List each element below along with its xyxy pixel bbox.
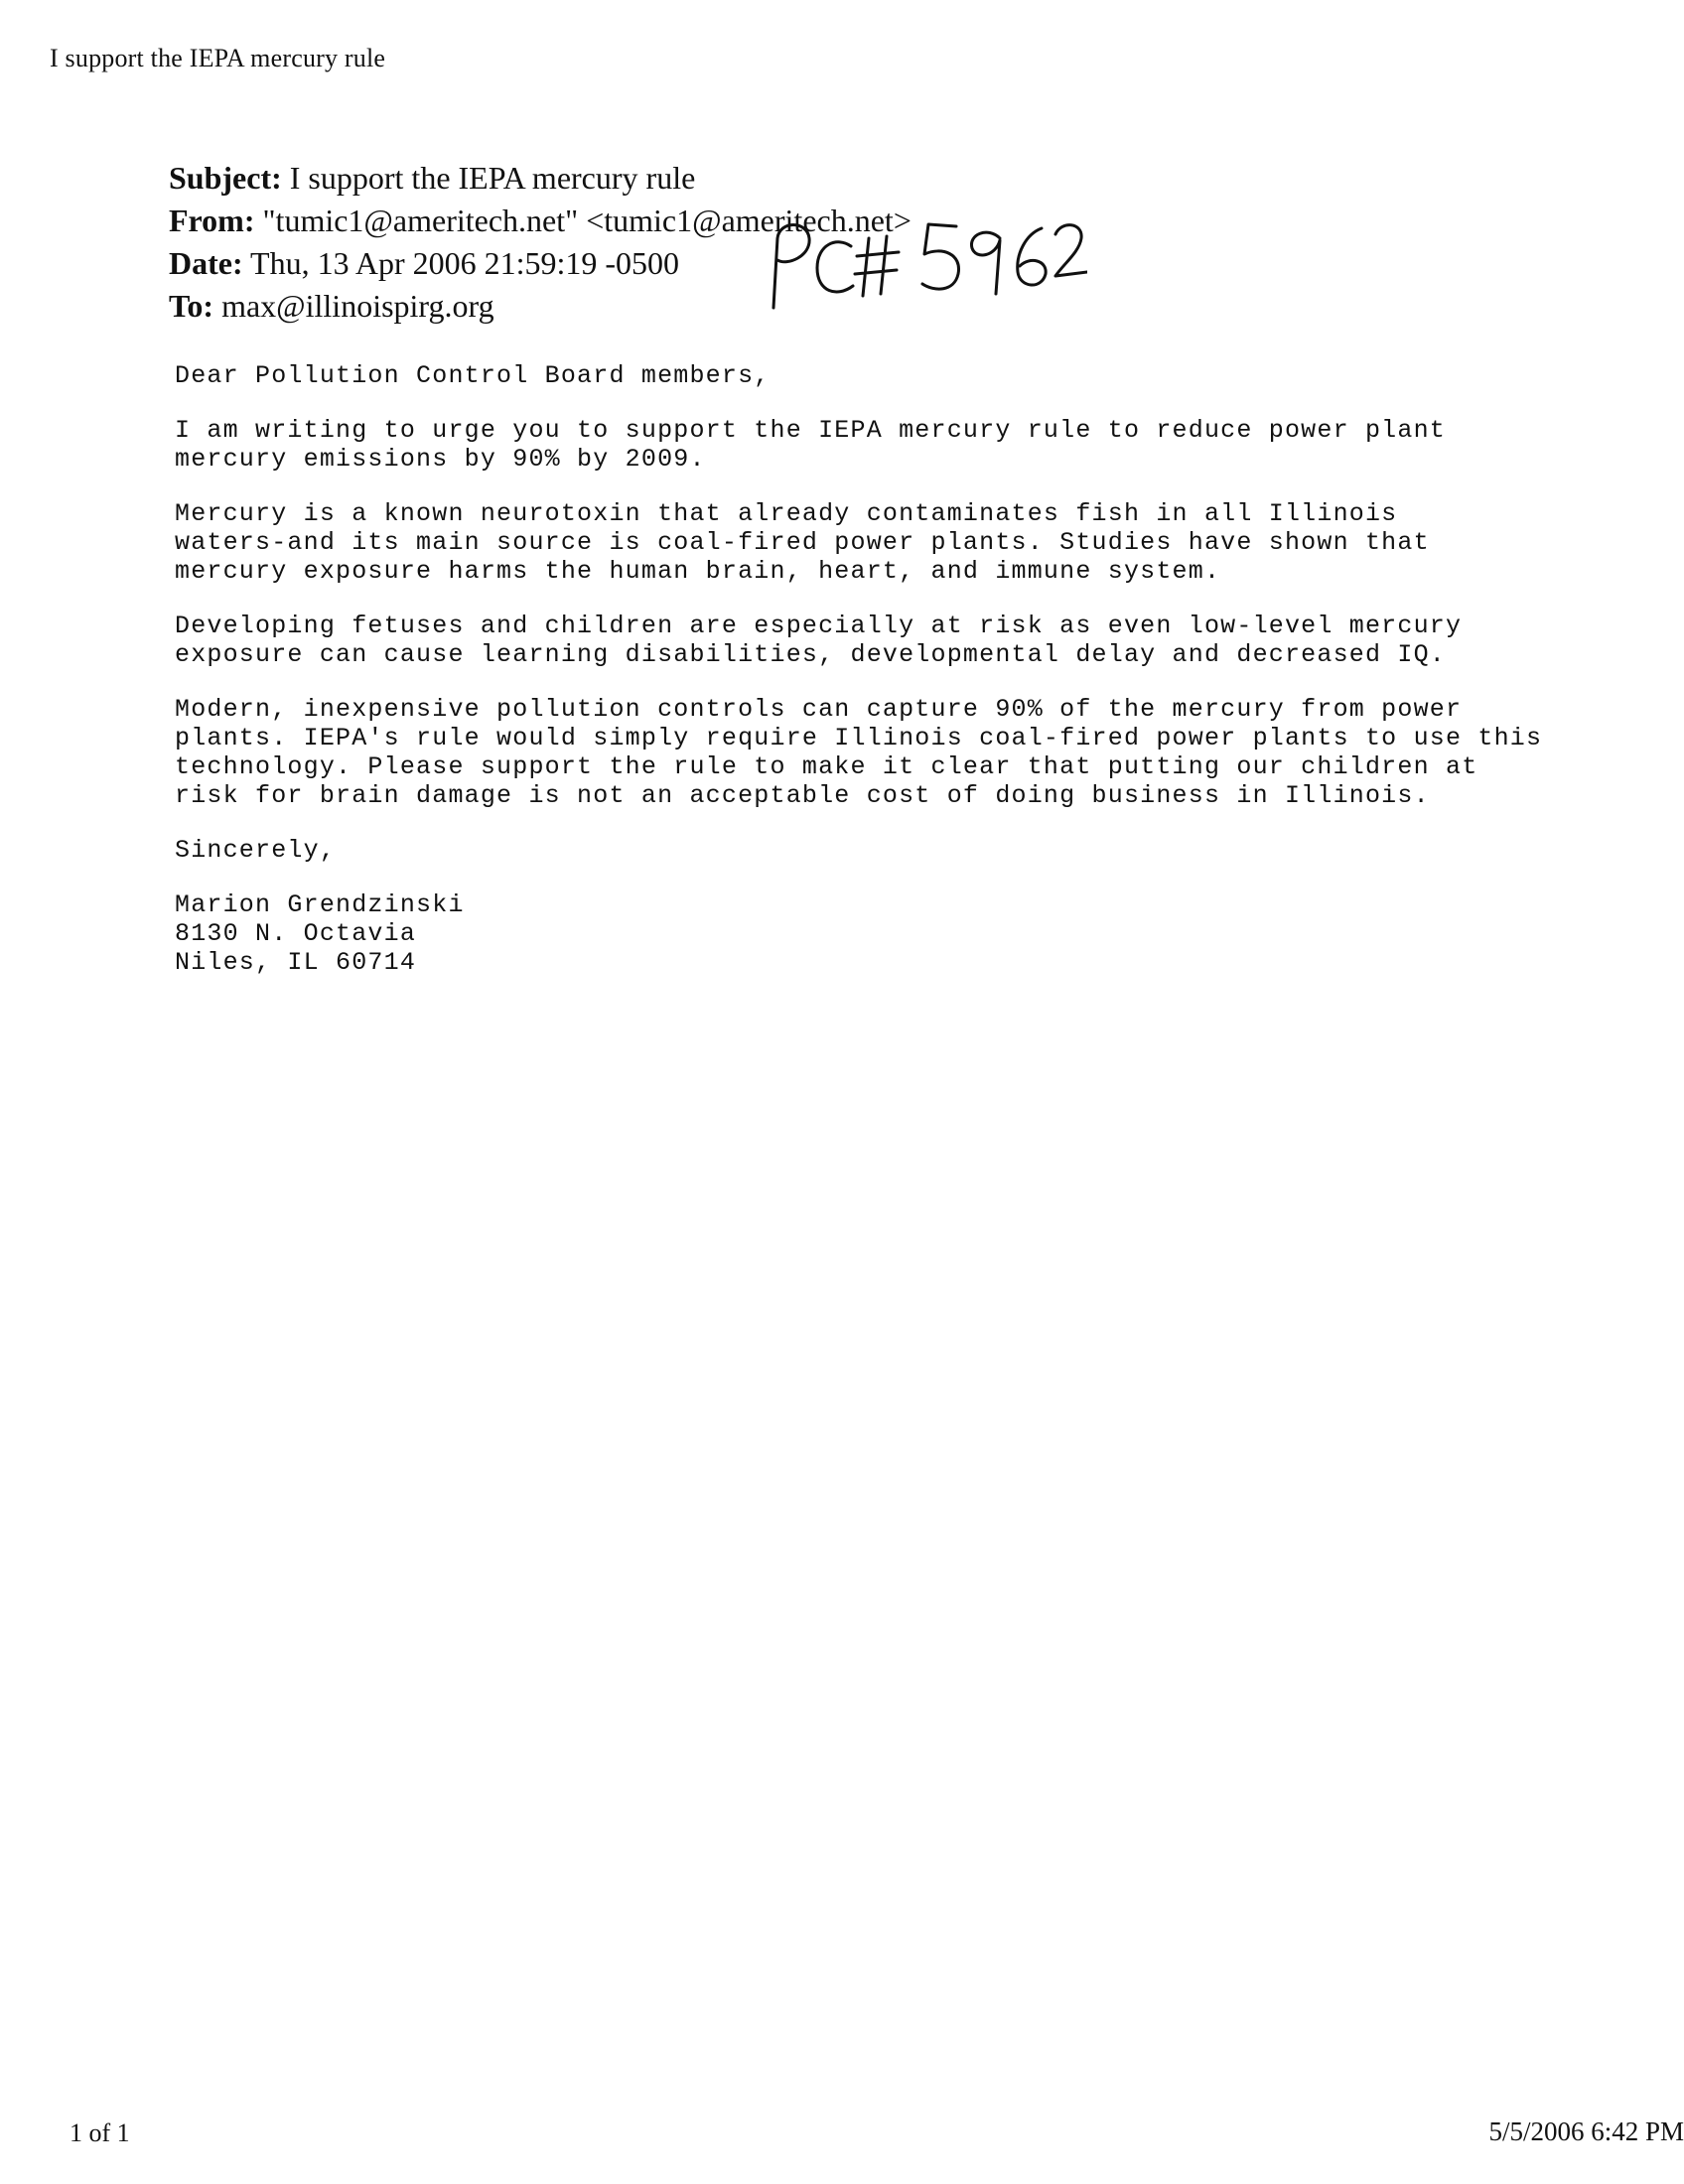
to-value: max@illinoispirg.org xyxy=(221,288,494,324)
body-paragraph: Developing fetuses and children are especially at risk as even low-level mercury exposure can cause learning disabilities, developmental delay and decreased IQ. xyxy=(175,612,1463,669)
handwritten-pc-number xyxy=(760,208,1087,328)
signature-street: 8130 N. Octavia xyxy=(175,919,417,948)
to-label: To: xyxy=(169,288,214,324)
body-paragraph: I am writing to urge you to support the IEPA mercury rule to reduce power plant mercury emissions by 90% by 2009. xyxy=(175,416,1446,474)
body-paragraph: Modern, inexpensive pollution controls can capture 90% of the mercury from power plants. IEPA's rule would simply require Illinois coal-fired power plants to use this technology. Please support the rule to make it clear that putting our children at risk for brain damage is not an acceptable cost of doing business in Illinois. xyxy=(175,695,1543,810)
print-date: 5/5/2006 6:42 PM xyxy=(1488,2116,1684,2146)
page-number: 1 of 1 xyxy=(70,2118,130,2147)
email-body xyxy=(175,361,1585,977)
body-paragraph: Mercury is a known neurotoxin that already contaminates fish in all Illinois waters-and its main source is coal-fired power plants. Studies have shown that mercury exposure harms the human brain, heart, and immune system. xyxy=(175,499,1430,586)
signature-name: Marion Grendzinski xyxy=(175,890,465,919)
signature-block xyxy=(175,890,1585,977)
closing: Sincerely, xyxy=(175,836,337,865)
signature-city: Niles, IL 60714 xyxy=(175,948,417,977)
subject-label: Subject: xyxy=(169,160,282,196)
date-value: Thu, 13 Apr 2006 21:59:19 -0500 xyxy=(250,245,680,281)
subject-value: I support the IEPA mercury rule xyxy=(289,160,696,196)
from-value: "tumic1@ameritech.net" <tumic1@ameritech.net> xyxy=(262,203,912,238)
from-label: From: xyxy=(169,203,255,238)
date-label: Date: xyxy=(169,245,243,281)
subject-row xyxy=(169,157,912,200)
page-header-title: I support the IEPA mercury rule xyxy=(50,44,386,72)
salutation: Dear Pollution Control Board members, xyxy=(175,361,771,390)
